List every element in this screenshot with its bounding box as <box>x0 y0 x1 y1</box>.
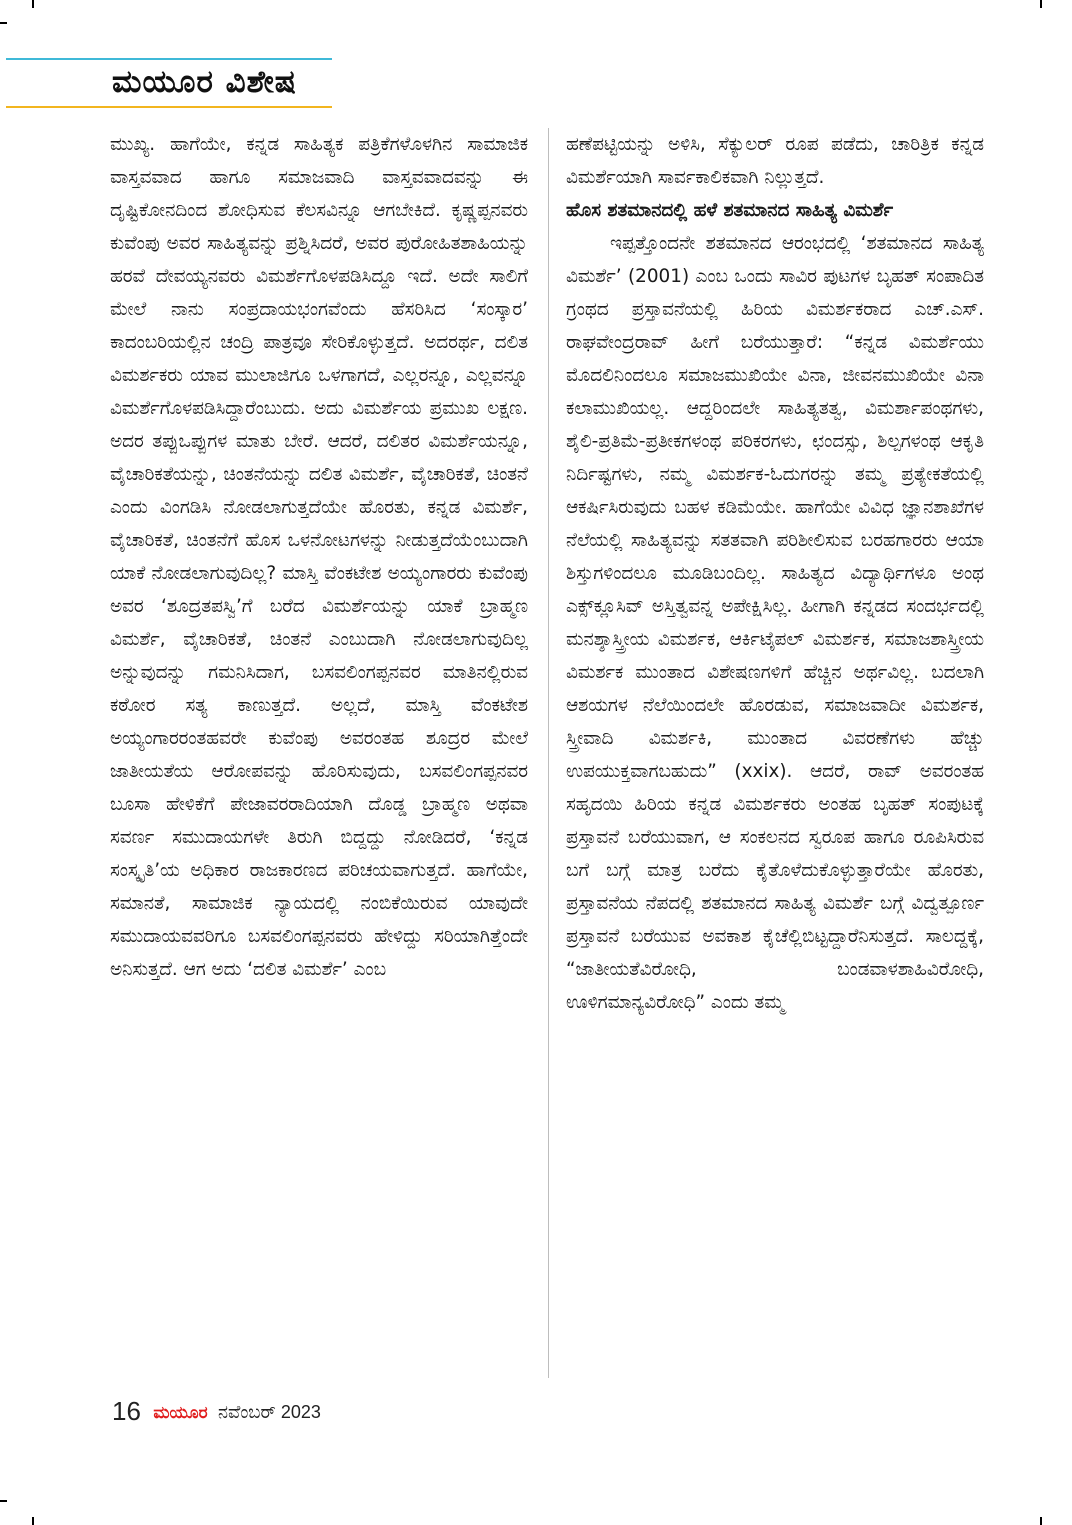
section-title: ಮಯೂರ ವಿಶೇಷ <box>112 64 297 100</box>
body-paragraph-continued: ಹಣೆಪಟ್ಟಿಯನ್ನು ಅಳಿಸಿ, ಸೆಕ್ಯುಲರ್ ರೂಪ ಪಡೆದು, ಚಾರಿತ್ರಿಕ ಕನ್ನಡ ವಿಮರ್ಶೆಯಾಗಿ ಸಾರ್ವಕಾಲಿಕವಾಗಿ ನಿಲ್ಲುತ್ತದೆ. <box>566 134 984 188</box>
page-footer <box>112 1396 321 1427</box>
page-number: 16 <box>112 1396 141 1426</box>
crop-mark-top-left-vertical <box>32 0 34 8</box>
header-rule-bottom <box>6 106 332 108</box>
crop-mark-bottom-left-vertical <box>32 1517 34 1525</box>
article-column-left <box>110 128 528 986</box>
header-rule-top <box>6 58 332 60</box>
article-column-right <box>566 128 984 1019</box>
crop-mark-top-right-vertical <box>1040 0 1042 8</box>
crop-mark-bottom-right-vertical <box>1040 1517 1042 1525</box>
crop-mark-top-left <box>0 22 7 24</box>
column-divider <box>548 128 549 1378</box>
crop-mark-bottom-left <box>0 1500 7 1502</box>
issue-date: ನವೆಂಬರ್ 2023 <box>218 1402 321 1422</box>
magazine-logo: ಮಯೂರ <box>153 1403 208 1422</box>
body-paragraph: ಇಪ್ಪತ್ತೊಂದನೇ ಶತಮಾನದ ಆರಂಭದಲ್ಲಿ ‘ಶತಮಾನದ ಸಾಹಿತ್ಯ ವಿಮರ್ಶೆ’ (2001) ಎಂಬ ಒಂದು ಸಾವಿರ ಪುಟಗಳ ಬೃಹತ್ ಸಂಪಾದಿತ ಗ್ರಂಥದ ಪ್ರಸ್ತಾವನೆಯಲ್ಲಿ ಹಿರಿಯ ವಿಮರ್ಶಕರಾದ ಎಚ್.ಎಸ್. ರಾಘವೇಂದ್ರರಾವ್ ಹೀಗೆ ಬರೆಯುತ್ತಾರೆ: “ಕನ್ನಡ ವಿಮರ್ಶೆಯು ಮೊದಲಿನಿಂದಲೂ ಸಮಾಜಮುಖಿಯೇ ವಿನಾ, ಜೀವನಮುಖಿಯೇ ವಿನಾ ಕಲಾಮುಖಿಯಲ್ಲ. ಆದ್ದರಿಂದಲೇ ಸಾಹಿತ್ಯತತ್ವ, ವಿಮರ್ಶಾಪಂಥಗಳು, ಶೈಲಿ-ಪ್ರತಿಮೆ-ಪ್ರತೀಕಗಳಂಥ ಪರಿಕರಗಳು, ಛಂದಸ್ಸು, ಶಿಲ್ಪಗಳಂಥ ಆಕೃತಿ ನಿರ್ದಿಷ್ಟಗಳು, ನಮ್ಮ ವಿಮರ್ಶಕ-ಓದುಗರನ್ನು ತಮ್ಮ ಪ್ರತ್ಯೇಕತೆಯಲ್ಲಿ ಆಕರ್ಷಿಸಿರುವುದು ಬಹಳ ಕಡಿಮೆಯೇ. ಹಾಗೆಯೇ ವಿವಿಧ ಜ್ಞಾನಶಾಖೆಗಳ ನೆಲೆಯಲ್ಲಿ ಸಾಹಿತ್ಯವನ್ನು ಸತತವಾಗಿ ಪರಿಶೀಲಿಸುವ ಬರಹಗಾರರು ಆಯಾ ಶಿಸ್ತುಗಳಿಂದಲೂ ಮೂಡಿಬಂದಿಲ್ಲ. ಸಾಹಿತ್ಯದ ವಿದ್ಯಾರ್ಥಿಗಳೂ ಅಂಥ ಎಕ್ಸ್‌ಕ್ಲೂಸಿವ್ ಅಸ್ತಿತ್ವವನ್ನ ಅಪೇಕ್ಷಿಸಿಲ್ಲ. ಹೀಗಾಗಿ ಕನ್ನಡದ ಸಂದರ್ಭದಲ್ಲಿ ಮನಶ್ಶಾಸ್ತ್ರೀಯ ವಿಮರ್ಶಕ, ಆರ್ಕಿಟೈಪಲ್ ವಿಮರ್ಶಕ, ಸಮಾಜಶಾಸ್ತ್ರೀಯ ವಿಮರ್ಶಕ ಮುಂತಾದ ವಿಶೇಷಣಗಳಿಗೆ ಹೆಚ್ಚಿನ ಅರ್ಥವಿಲ್ಲ. ಬದಲಾಗಿ ಆಶಯಗಳ ನೆಲೆಯಿಂದಲೇ ಹೊರಡುವ, ಸಮಾಜವಾದೀ ವಿಮರ್ಶಕ, ಸ್ತ್ರೀವಾದಿ ವಿಮರ್ಶಕಿ, ಮುಂತಾದ ವಿವರಣೆಗಳು ಹೆಚ್ಚು ಉಪಯುಕ್ತವಾಗಬಹುದು” (xxix). ಆದರೆ, ರಾವ್ ಅವರಂತಹ ಸಹೃದಯಿ ಹಿರಿಯ ಕನ್ನಡ ವಿಮರ್ಶಕರು ಅಂತಹ ಬೃಹತ್ ಸಂಪುಟಕ್ಕೆ ಪ್ರಸ್ತಾವನೆ ಬರೆಯುವಾಗ, ಆ ಸಂಕಲನದ ಸ್ವರೂಪ ಹಾಗೂ ರೂಪಿಸಿರುವ ಬಗೆ ಬಗ್ಗೆ ಮಾತ್ರ ಬರೆದು ಕೈತೊಳೆದುಕೊಳ್ಳುತ್ತಾರೆಯೇ ಹೊರತು, ಪ್ರಸ್ತಾವನೆಯ ನೆಪದಲ್ಲಿ ಶತಮಾನದ ಸಾಹಿತ್ಯ ವಿಮರ್ಶೆ ಬಗ್ಗೆ ವಿದ್ವತ್ಪೂರ್ಣ ಪ್ರಸ್ತಾವನೆ ಬರೆಯುವ ಅವಕಾಶ ಕೈಚೆಲ್ಲಿಬಿಟ್ಟದ್ದಾರೆನಿಸುತ್ತದೆ. ಸಾಲದ್ದಕ್ಕೆ, “ಜಾತೀಯತೆವಿರೋಧಿ, ಬಂಡವಾಳಶಾಹಿವಿರೋಧಿ, ಊಳಿಗಮಾನ್ಯವಿರೋಧಿ” ಎಂದು ತಮ್ಮ <box>566 233 984 1013</box>
article-subheading: ಹೊಸ ಶತಮಾನದಲ್ಲಿ ಹಳೆ ಶತಮಾನದ ಸಾಹಿತ್ಯ ವಿಮರ್ಶೆ <box>566 200 894 221</box>
body-paragraph: ಮುಖ್ಯ. ಹಾಗೆಯೇ, ಕನ್ನಡ ಸಾಹಿತ್ಯಕ ಪತ್ರಿಕೆಗಳೊಳಗಿನ ಸಾಮಾಜಿಕ ವಾಸ್ತವವಾದ ಹಾಗೂ ಸಮಾಜವಾದಿ ವಾಸ್ತವವಾದವನ್ನು ಈ ದೃಷ್ಟಿಕೋನದಿಂದ ಶೋಧಿಸುವ ಕೆಲಸವಿನ್ನೂ ಆಗಬೇಕಿದೆ. ಕೃಷ್ಣಪ್ಪನವರು ಕುವೆಂಪು ಅವರ ಸಾಹಿತ್ಯವನ್ನು ಪ್ರಶ್ನಿಸಿದರೆ, ಅವರ ಪುರೋಹಿತಶಾಹಿಯನ್ನು ಹರವೆ ದೇವಯ್ಯನವರು ವಿಮರ್ಶೆಗೊಳಪಡಿಸಿದ್ದೂ ಇದೆ. ಅದೇ ಸಾಲಿಗೆ ಮೇಲೆ ನಾನು ಸಂಪ್ರದಾಯಭಂಗವೆಂದು ಹೆಸರಿಸಿದ ‘ಸಂಸ್ಕಾರ’ ಕಾದಂಬರಿಯಲ್ಲಿನ ಚಂದ್ರಿ ಪಾತ್ರವೂ ಸೇರಿಕೊಳ್ಳುತ್ತದೆ. ಅದರರ್ಥ, ದಲಿತ ವಿಮರ್ಶಕರು ಯಾವ ಮುಲಾಜಿಗೂ ಒಳಗಾಗದೆ, ಎಲ್ಲರನ್ನೂ, ಎಲ್ಲವನ್ನೂ ವಿಮರ್ಶೆಗೊಳಪಡಿಸಿದ್ದಾರೆಂಬುದು. ಅದು ವಿಮರ್ಶೆಯ ಪ್ರಮುಖ ಲಕ್ಷಣ. ಅದರ ತಪ್ಪುಒಪ್ಪುಗಳ ಮಾತು ಬೇರೆ. ಆದರೆ, ದಲಿತರ ವಿಮರ್ಶೆಯನ್ನೂ, ವೈಚಾರಿಕತೆಯನ್ನು, ಚಿಂತನೆಯನ್ನು ದಲಿತ ವಿಮರ್ಶೆ, ವೈಚಾರಿಕತೆ, ಚಿಂತನೆ ಎಂದು ವಿಂಗಡಿಸಿ ನೋಡಲಾಗುತ್ತದೆಯೇ ಹೊರತು, ಕನ್ನಡ ವಿಮರ್ಶೆ, ವೈಚಾರಿಕತೆ, ಚಿಂತನೆಗೆ ಹೊಸ ಒಳನೋಟಗಳನ್ನು ನೀಡುತ್ತದೆಯೆಂಬುದಾಗಿ ಯಾಕೆ ನೋಡಲಾಗುವುದಿಲ್ಲ? ಮಾಸ್ತಿ ವೆಂಕಟೇಶ ಅಯ್ಯಂಗಾರರು ಕುವೆಂಪು ಅವರ ‘ಶೂದ್ರತಪಸ್ವಿ’ಗೆ ಬರೆದ ವಿಮರ್ಶೆಯನ್ನು ಯಾಕೆ ಬ್ರಾಹ್ಮಣ ವಿಮರ್ಶೆ, ವೈಚಾರಿಕತೆ, ಚಿಂತನೆ ಎಂಬುದಾಗಿ ನೋಡಲಾಗುವುದಿಲ್ಲ ಅನ್ನುವುದನ್ನು ಗಮನಿಸಿದಾಗ, ಬಸವಲಿಂಗಪ್ಪನವರ ಮಾತಿನಲ್ಲಿರುವ ಕಠೋರ ಸತ್ಯ ಕಾಣುತ್ತದೆ. ಅಲ್ಲದೆ, ಮಾಸ್ತಿ ವೆಂಕಟೇಶ ಅಯ್ಯಂಗಾರರಂತಹವರೇ ಕುವೆಂಪು ಅವರಂತಹ ಶೂದ್ರರ ಮೇಲೆ ಜಾತೀಯತೆಯ ಆರೋಪವನ್ನು ಹೊರಿಸುವುದು, ಬಸವಲಿಂಗಪ್ಪನವರ ಬೂಸಾ ಹೇಳಿಕೆಗೆ ಪೇಜಾವರರಾದಿಯಾಗಿ ದೊಡ್ಡ ಬ್ರಾಹ್ಮಣ ಅಥವಾ ಸವರ್ಣ ಸಮುದಾಯಗಳೇ ತಿರುಗಿ ಬಿದ್ದದ್ದು ನೋಡಿದರೆ, ‘ಕನ್ನಡ ಸಂಸ್ಕೃತಿ’ಯ ಅಧಿಕಾರ ರಾಜಕಾರಣದ ಪರಿಚಯವಾಗುತ್ತದೆ. ಹಾಗೆಯೇ, ಸಮಾನತೆ, ಸಾಮಾಜಿಕ ನ್ಯಾಯದಲ್ಲಿ ನಂಬಿಕೆಯಿರುವ ಯಾವುದೇ ಸಮುದಾಯವವರಿಗೂ ಬಸವಲಿಂಗಪ್ಪನವರು ಹೇಳಿದ್ದು ಸರಿಯಾಗಿತ್ತೆಂದೇ ಅನಿಸುತ್ತದೆ. ಆಗ ಅದು ‘ದಲಿತ ವಿಮರ್ಶೆ’ ಎಂಬ <box>110 134 528 980</box>
